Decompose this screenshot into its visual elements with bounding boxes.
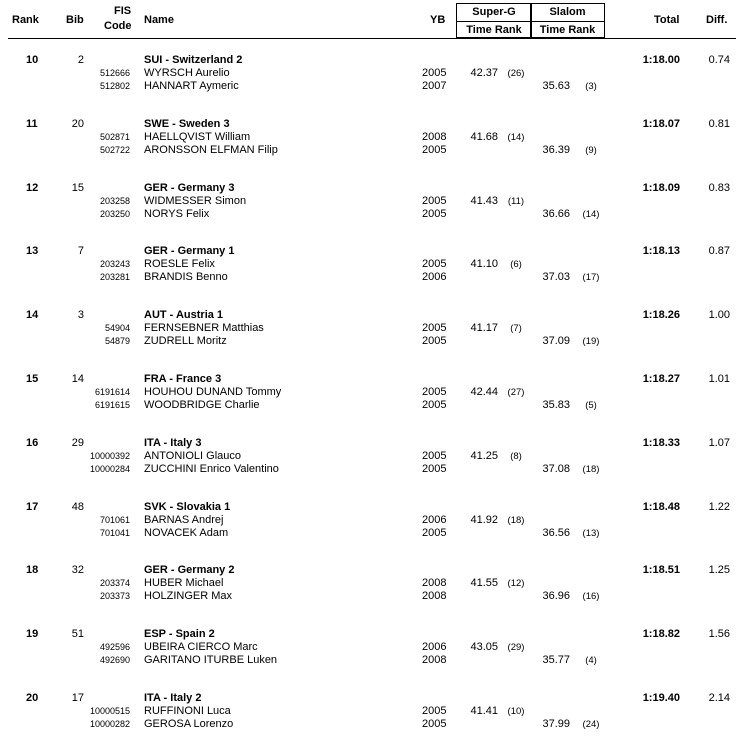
athlete-name: HAELLQVIST William bbox=[144, 130, 251, 143]
team-row bbox=[0, 182, 740, 238]
athlete-yb: 2008 bbox=[422, 654, 447, 667]
athlete-name: ROESLE Felix bbox=[144, 258, 215, 271]
slalom-rank: (16) bbox=[582, 591, 600, 603]
slalom-time: 37.99 bbox=[542, 718, 570, 730]
athlete-fis-code: 6191614 bbox=[94, 387, 130, 397]
athlete-fis-code: 203281 bbox=[99, 272, 130, 283]
athlete-yb: 2006 bbox=[422, 641, 447, 654]
header-name: Name bbox=[144, 14, 174, 26]
team-name: ESP - Spain 2 bbox=[144, 628, 215, 641]
athlete-name: HOLZINGER Max bbox=[144, 590, 233, 603]
team-row bbox=[0, 437, 740, 493]
athlete-yb: 2005 bbox=[422, 718, 447, 730]
athlete-fis-code: 512666 bbox=[99, 68, 130, 78]
athlete-yb: 2005 bbox=[422, 462, 447, 475]
athlete-fis-code: 203258 bbox=[99, 195, 130, 206]
superg-rank: (8) bbox=[510, 450, 522, 462]
athlete-fis-code: 203250 bbox=[99, 208, 130, 219]
superg-time: 41.10 bbox=[470, 258, 498, 271]
header-diff: Diff. bbox=[706, 14, 728, 26]
team-name: FRA - France 3 bbox=[144, 373, 222, 385]
header-rank: Rank bbox=[12, 14, 39, 26]
slalom-time: 35.77 bbox=[542, 654, 570, 667]
team-total-time: 1:18.07 bbox=[642, 117, 680, 130]
athlete-name: UBEIRA CIERCO Marc bbox=[144, 641, 258, 654]
athlete-name: HANNART Aymeric bbox=[144, 80, 239, 92]
athlete-name: ANTONIOLI Glauco bbox=[144, 449, 241, 462]
team-row bbox=[0, 373, 740, 429]
athlete-yb: 2005 bbox=[422, 143, 447, 156]
team-diff: 1.00 bbox=[708, 309, 730, 322]
team-bib: 48 bbox=[71, 500, 84, 513]
team-diff: 1.22 bbox=[708, 500, 730, 513]
athlete-yb: 2008 bbox=[422, 130, 447, 143]
athlete-fis-code: 10000515 bbox=[89, 706, 130, 716]
superg-time: 43.05 bbox=[470, 641, 498, 654]
team-row bbox=[0, 628, 740, 684]
athlete-yb: 2005 bbox=[422, 705, 447, 717]
athlete-name: GARITANO ITURBE Luken bbox=[144, 654, 278, 667]
team-rank: 13 bbox=[26, 245, 39, 258]
athlete-name: HUBER Michael bbox=[144, 577, 224, 590]
slalom-time: 35.63 bbox=[542, 80, 570, 92]
athlete-yb: 2005 bbox=[422, 335, 447, 348]
team-name: SWE - Sweden 3 bbox=[144, 117, 230, 130]
team-bib: 3 bbox=[77, 309, 84, 322]
team-rank: 15 bbox=[26, 373, 39, 385]
team-rank: 11 bbox=[26, 117, 38, 130]
team-diff: 0.87 bbox=[708, 245, 730, 258]
superg-time: 41.17 bbox=[470, 322, 498, 335]
team-rank: 18 bbox=[26, 564, 39, 577]
superg-rank: (6) bbox=[510, 259, 522, 271]
athlete-name: GEROSA Lorenzo bbox=[144, 718, 234, 730]
slalom-time: 37.09 bbox=[542, 335, 570, 348]
athlete-name: ARONSSON ELFMAN Filip bbox=[144, 143, 278, 156]
team-bib: 14 bbox=[71, 373, 84, 385]
superg-rank: (29) bbox=[507, 642, 525, 654]
athlete-fis-code: 502871 bbox=[99, 131, 130, 142]
team-total-time: 1:18.27 bbox=[642, 373, 680, 385]
header-fis: FIS bbox=[114, 5, 132, 17]
slalom-header-box bbox=[530, 3, 605, 38]
superg-time: 41.68 bbox=[470, 130, 498, 143]
superg-rank: (10) bbox=[507, 706, 525, 717]
athlete-name: RUFFINONI Luca bbox=[144, 705, 231, 717]
team-diff: 1.07 bbox=[708, 436, 730, 449]
superg-rank: (14) bbox=[507, 131, 525, 143]
athlete-fis-code: 701041 bbox=[99, 527, 130, 538]
superg-rank: (11) bbox=[507, 195, 525, 207]
slalom-rank: (3) bbox=[585, 81, 597, 92]
header-rule bbox=[8, 38, 736, 39]
athlete-fis-code: 701061 bbox=[99, 514, 130, 525]
athlete-fis-code: 6191615 bbox=[94, 400, 130, 410]
header-slalom-sub: Time Rank bbox=[539, 24, 596, 36]
team-rank: 14 bbox=[26, 309, 39, 322]
team-diff: 1.56 bbox=[708, 628, 730, 641]
slalom-rank: (17) bbox=[582, 272, 600, 284]
superg-time: 41.92 bbox=[470, 513, 498, 526]
athlete-fis-code: 502722 bbox=[99, 144, 130, 155]
slalom-time: 36.66 bbox=[542, 207, 570, 220]
athlete-name: WIDMESSER Simon bbox=[144, 194, 247, 207]
athlete-yb: 2005 bbox=[422, 67, 447, 79]
team-bib: 2 bbox=[77, 54, 84, 66]
team-total-time: 1:18.48 bbox=[642, 500, 680, 513]
team-diff: 1.25 bbox=[708, 564, 730, 577]
superg-time: 41.41 bbox=[470, 705, 498, 717]
team-rank: 17 bbox=[26, 500, 39, 513]
athlete-name: NORYS Felix bbox=[144, 207, 210, 220]
slalom-time: 36.56 bbox=[542, 526, 570, 539]
slalom-time: 36.96 bbox=[542, 590, 570, 603]
athlete-name: BRANDIS Benno bbox=[144, 271, 228, 284]
athlete-fis-code: 54879 bbox=[104, 336, 130, 347]
slalom-time: 36.39 bbox=[542, 143, 570, 156]
superg-header-box bbox=[456, 3, 532, 38]
header-superg-sub: Time Rank bbox=[466, 24, 522, 36]
team-row bbox=[0, 564, 740, 620]
superg-time: 42.44 bbox=[470, 386, 498, 398]
athlete-fis-code: 492596 bbox=[99, 642, 130, 653]
athlete-yb: 2005 bbox=[422, 386, 447, 398]
results-header bbox=[0, 0, 740, 40]
team-diff: 0.81 bbox=[708, 117, 730, 130]
team-total-time: 1:18.33 bbox=[642, 436, 680, 449]
athlete-yb: 2005 bbox=[422, 322, 447, 335]
team-rank: 16 bbox=[26, 436, 39, 449]
athlete-name: HOUHOU DUNAND Tommy bbox=[144, 386, 282, 398]
athlete-name: WYRSCH Aurelio bbox=[144, 67, 230, 79]
team-total-time: 1:19.40 bbox=[642, 692, 680, 704]
team-total-time: 1:18.26 bbox=[642, 309, 680, 322]
superg-rank: (18) bbox=[507, 514, 525, 526]
athlete-fis-code: 10000284 bbox=[89, 463, 130, 474]
slalom-rank: (19) bbox=[582, 336, 600, 348]
athlete-name: WOODBRIDGE Charlie bbox=[144, 399, 260, 411]
athlete-yb: 2008 bbox=[422, 590, 447, 603]
slalom-rank: (9) bbox=[585, 144, 597, 156]
superg-time: 42.37 bbox=[470, 67, 498, 79]
athlete-fis-code: 512802 bbox=[99, 81, 130, 91]
team-total-time: 1:18.13 bbox=[642, 245, 680, 258]
team-row bbox=[0, 501, 740, 557]
team-bib: 51 bbox=[71, 628, 84, 641]
team-name: GER - Germany 3 bbox=[144, 181, 235, 194]
header-total: Total bbox=[654, 14, 680, 26]
team-row bbox=[0, 309, 740, 365]
athlete-name: BARNAS Andrej bbox=[144, 513, 224, 526]
athlete-yb: 2005 bbox=[422, 399, 447, 411]
athlete-fis-code: 54904 bbox=[104, 323, 130, 334]
team-name: SUI - Switzerland 2 bbox=[144, 54, 243, 66]
slalom-rank: (18) bbox=[582, 463, 600, 475]
team-row bbox=[0, 54, 740, 110]
team-total-time: 1:18.09 bbox=[642, 181, 680, 194]
slalom-rank: (14) bbox=[582, 208, 600, 220]
slalom-rank: (5) bbox=[585, 400, 597, 411]
slalom-time: 37.08 bbox=[542, 462, 570, 475]
slalom-time: 37.03 bbox=[542, 271, 570, 284]
header-bib: Bib bbox=[66, 14, 84, 26]
slalom-rank: (4) bbox=[585, 655, 597, 667]
team-name: AUT - Austria 1 bbox=[144, 309, 224, 322]
athlete-fis-code: 203373 bbox=[99, 591, 130, 602]
team-total-time: 1:18.00 bbox=[642, 54, 680, 66]
athlete-yb: 2005 bbox=[422, 194, 447, 207]
athlete-yb: 2005 bbox=[422, 449, 447, 462]
athlete-name: FERNSEBNER Matthias bbox=[144, 322, 264, 335]
team-row bbox=[0, 245, 740, 301]
team-name: SVK - Slovakia 1 bbox=[144, 500, 231, 513]
team-bib: 15 bbox=[71, 181, 84, 194]
superg-rank: (26) bbox=[507, 68, 525, 79]
team-bib: 29 bbox=[71, 436, 84, 449]
header-code: Code bbox=[104, 20, 132, 32]
team-total-time: 1:18.82 bbox=[642, 628, 680, 641]
athlete-fis-code: 203374 bbox=[99, 578, 130, 589]
superg-rank: (7) bbox=[510, 323, 522, 335]
athlete-yb: 2006 bbox=[422, 271, 447, 284]
team-diff: 0.74 bbox=[708, 54, 730, 66]
team-rank: 19 bbox=[26, 628, 39, 641]
team-bib: 32 bbox=[71, 564, 84, 577]
athlete-name: NOVACEK Adam bbox=[144, 526, 229, 539]
team-rank: 20 bbox=[26, 692, 39, 704]
team-name: GER - Germany 1 bbox=[144, 245, 235, 258]
athlete-yb: 2005 bbox=[422, 207, 447, 220]
superg-time: 41.25 bbox=[470, 449, 498, 462]
athlete-fis-code: 203243 bbox=[99, 259, 130, 270]
slalom-time: 35.83 bbox=[542, 399, 570, 411]
team-total-time: 1:18.51 bbox=[642, 564, 680, 577]
athlete-yb: 2006 bbox=[422, 513, 447, 526]
team-bib: 20 bbox=[71, 117, 84, 130]
team-diff: 0.83 bbox=[708, 181, 730, 194]
team-bib: 17 bbox=[71, 692, 84, 704]
team-diff: 2.14 bbox=[708, 692, 730, 704]
team-name: GER - Germany 2 bbox=[144, 564, 235, 577]
slalom-rank: (13) bbox=[582, 527, 600, 539]
athlete-name: ZUCCHINI Enrico Valentino bbox=[144, 462, 279, 475]
team-name: ITA - Italy 2 bbox=[144, 692, 202, 704]
team-diff: 1.01 bbox=[708, 373, 730, 385]
athlete-fis-code: 10000282 bbox=[89, 719, 130, 729]
athlete-fis-code: 492690 bbox=[99, 655, 130, 666]
team-bib: 7 bbox=[77, 245, 84, 258]
athlete-name: ZUDRELL Moritz bbox=[144, 335, 227, 348]
superg-time: 41.55 bbox=[470, 577, 498, 590]
superg-rank: (12) bbox=[507, 578, 525, 590]
slalom-rank: (24) bbox=[582, 719, 600, 730]
athlete-fis-code: 10000392 bbox=[89, 450, 130, 461]
athlete-yb: 2008 bbox=[422, 577, 447, 590]
header-superg: Super-G bbox=[472, 6, 516, 18]
team-rank: 12 bbox=[26, 181, 39, 194]
team-name: ITA - Italy 3 bbox=[144, 436, 202, 449]
athlete-yb: 2005 bbox=[422, 526, 447, 539]
header-yb: YB bbox=[430, 14, 446, 26]
athlete-yb: 2007 bbox=[422, 80, 447, 92]
team-rank: 10 bbox=[26, 54, 39, 66]
superg-time: 41.43 bbox=[470, 194, 498, 207]
header-slalom: Slalom bbox=[549, 6, 586, 18]
team-row bbox=[0, 118, 740, 174]
athlete-yb: 2005 bbox=[422, 258, 447, 271]
superg-rank: (27) bbox=[507, 387, 525, 398]
